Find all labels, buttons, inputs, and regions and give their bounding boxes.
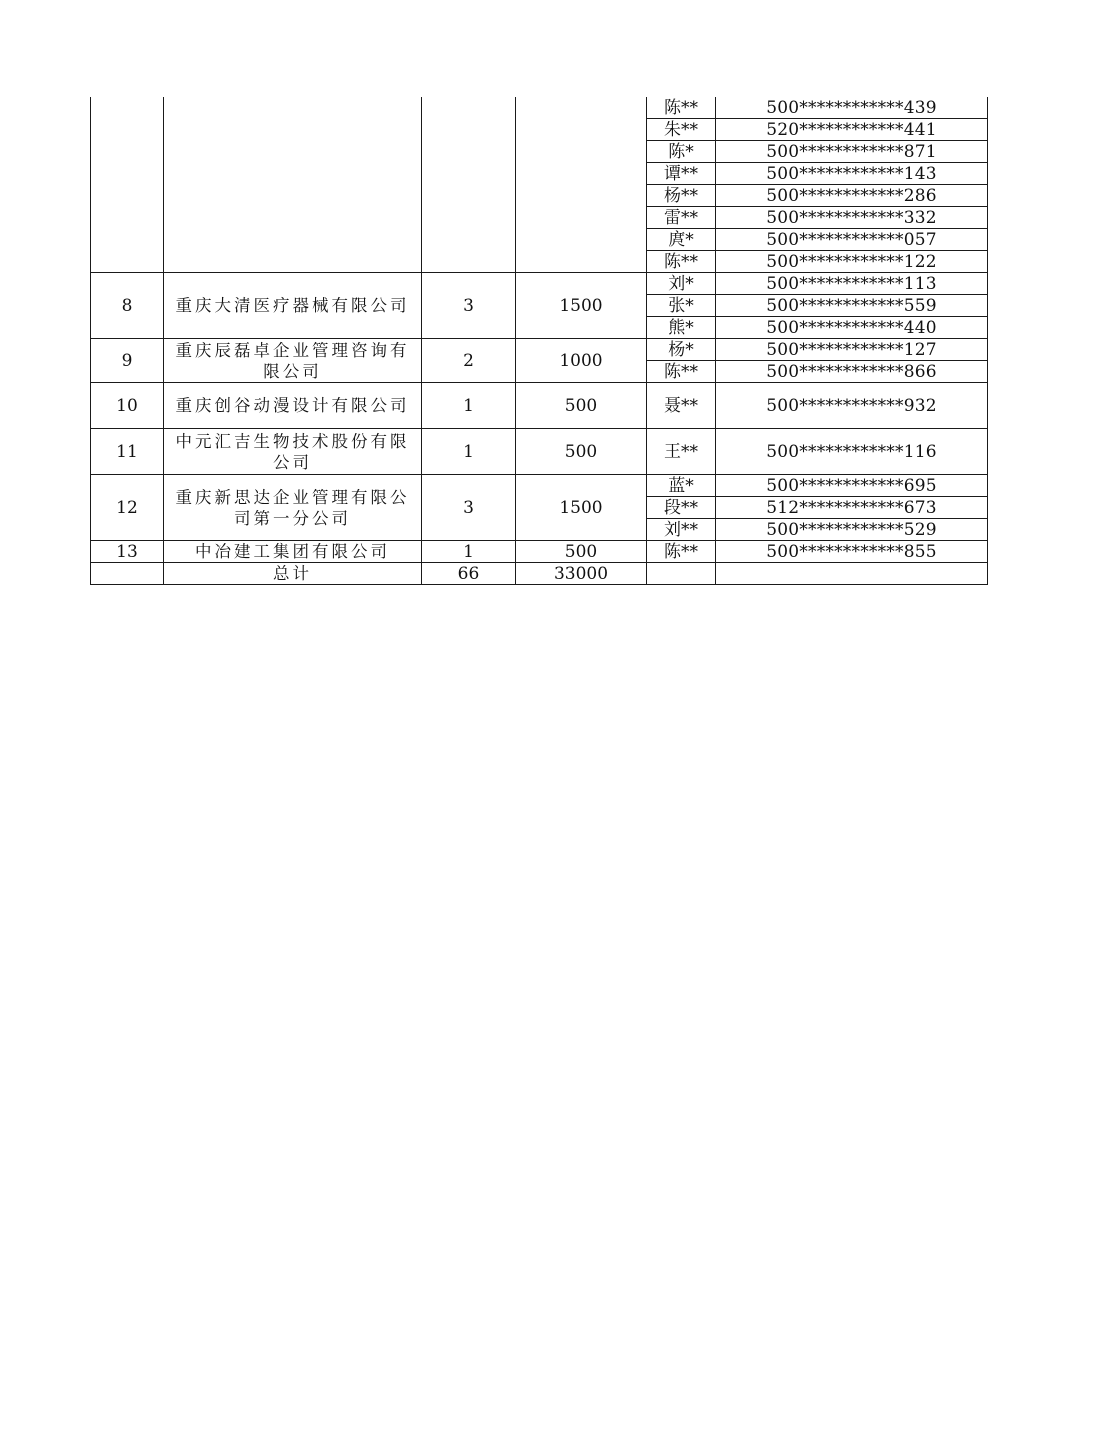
total-label: 总计 — [164, 563, 422, 585]
count-cell: 1 — [422, 541, 516, 563]
person-id: 500************695 — [716, 475, 988, 497]
company-cell: 重庆创谷动漫设计有限公司 — [164, 383, 422, 429]
person-id: 500************559 — [716, 295, 988, 317]
amount-cell: 500 — [516, 541, 647, 563]
person-name: 聂** — [647, 383, 716, 429]
person-name: 陈** — [647, 97, 716, 119]
person-id: 500************143 — [716, 163, 988, 185]
amount-cell — [516, 97, 647, 273]
table-row — [91, 475, 988, 497]
no-cell: 9 — [91, 339, 164, 383]
person-name: 王** — [647, 429, 716, 475]
person-name: 庹* — [647, 229, 716, 251]
roster-table — [90, 97, 988, 585]
table-row — [91, 339, 988, 361]
person-name: 陈** — [647, 361, 716, 383]
no-cell: 12 — [91, 475, 164, 541]
person-id: 500************440 — [716, 317, 988, 339]
person-id: 500************529 — [716, 519, 988, 541]
person-name: 熊* — [647, 317, 716, 339]
table-row — [91, 541, 988, 563]
no-cell: 8 — [91, 273, 164, 339]
person-id: 512************673 — [716, 497, 988, 519]
person-name: 段** — [647, 497, 716, 519]
total-row — [91, 563, 988, 585]
total-no-cell — [91, 563, 164, 585]
count-cell: 1 — [422, 429, 516, 475]
person-id: 500************332 — [716, 207, 988, 229]
table-row — [91, 383, 988, 429]
amount-cell: 500 — [516, 383, 647, 429]
company-cell: 中元汇吉生物技术股份有限公司 — [164, 429, 422, 475]
person-name: 朱** — [647, 119, 716, 141]
company-cell — [164, 97, 422, 273]
no-cell: 10 — [91, 383, 164, 429]
count-cell: 2 — [422, 339, 516, 383]
person-name: 陈** — [647, 251, 716, 273]
count-cell: 3 — [422, 475, 516, 541]
company-cell: 重庆大清医疗器械有限公司 — [164, 273, 422, 339]
person-name: 陈** — [647, 541, 716, 563]
person-name: 雷** — [647, 207, 716, 229]
company-cell: 中冶建工集团有限公司 — [164, 541, 422, 563]
roster-body — [91, 97, 988, 585]
person-name: 刘* — [647, 273, 716, 295]
amount-cell: 1000 — [516, 339, 647, 383]
person-id: 500************871 — [716, 141, 988, 163]
person-name: 陈* — [647, 141, 716, 163]
count-cell: 1 — [422, 383, 516, 429]
total-id-cell — [716, 563, 988, 585]
count-cell: 3 — [422, 273, 516, 339]
amount-cell: 500 — [516, 429, 647, 475]
person-id: 500************127 — [716, 339, 988, 361]
no-cell: 13 — [91, 541, 164, 563]
person-id: 500************113 — [716, 273, 988, 295]
person-name: 杨* — [647, 339, 716, 361]
person-id: 500************866 — [716, 361, 988, 383]
total-amount: 33000 — [516, 563, 647, 585]
company-cell: 重庆辰磊卓企业管理咨询有限公司 — [164, 339, 422, 383]
person-name: 谭** — [647, 163, 716, 185]
person-id: 500************439 — [716, 97, 988, 119]
no-cell: 11 — [91, 429, 164, 475]
company-cell: 重庆新思达企业管理有限公司第一分公司 — [164, 475, 422, 541]
person-id: 500************116 — [716, 429, 988, 475]
total-count: 66 — [422, 563, 516, 585]
total-name-cell — [647, 563, 716, 585]
table-row — [91, 273, 988, 295]
no-cell — [91, 97, 164, 273]
person-name: 张* — [647, 295, 716, 317]
person-name: 蓝* — [647, 475, 716, 497]
table-row — [91, 429, 988, 475]
person-id: 500************855 — [716, 541, 988, 563]
person-id: 500************122 — [716, 251, 988, 273]
count-cell — [422, 97, 516, 273]
person-id: 500************932 — [716, 383, 988, 429]
person-id: 500************057 — [716, 229, 988, 251]
person-name: 刘** — [647, 519, 716, 541]
table-row — [91, 97, 988, 119]
person-id: 500************286 — [716, 185, 988, 207]
person-name: 杨** — [647, 185, 716, 207]
amount-cell: 1500 — [516, 273, 647, 339]
amount-cell: 1500 — [516, 475, 647, 541]
person-id: 520************441 — [716, 119, 988, 141]
